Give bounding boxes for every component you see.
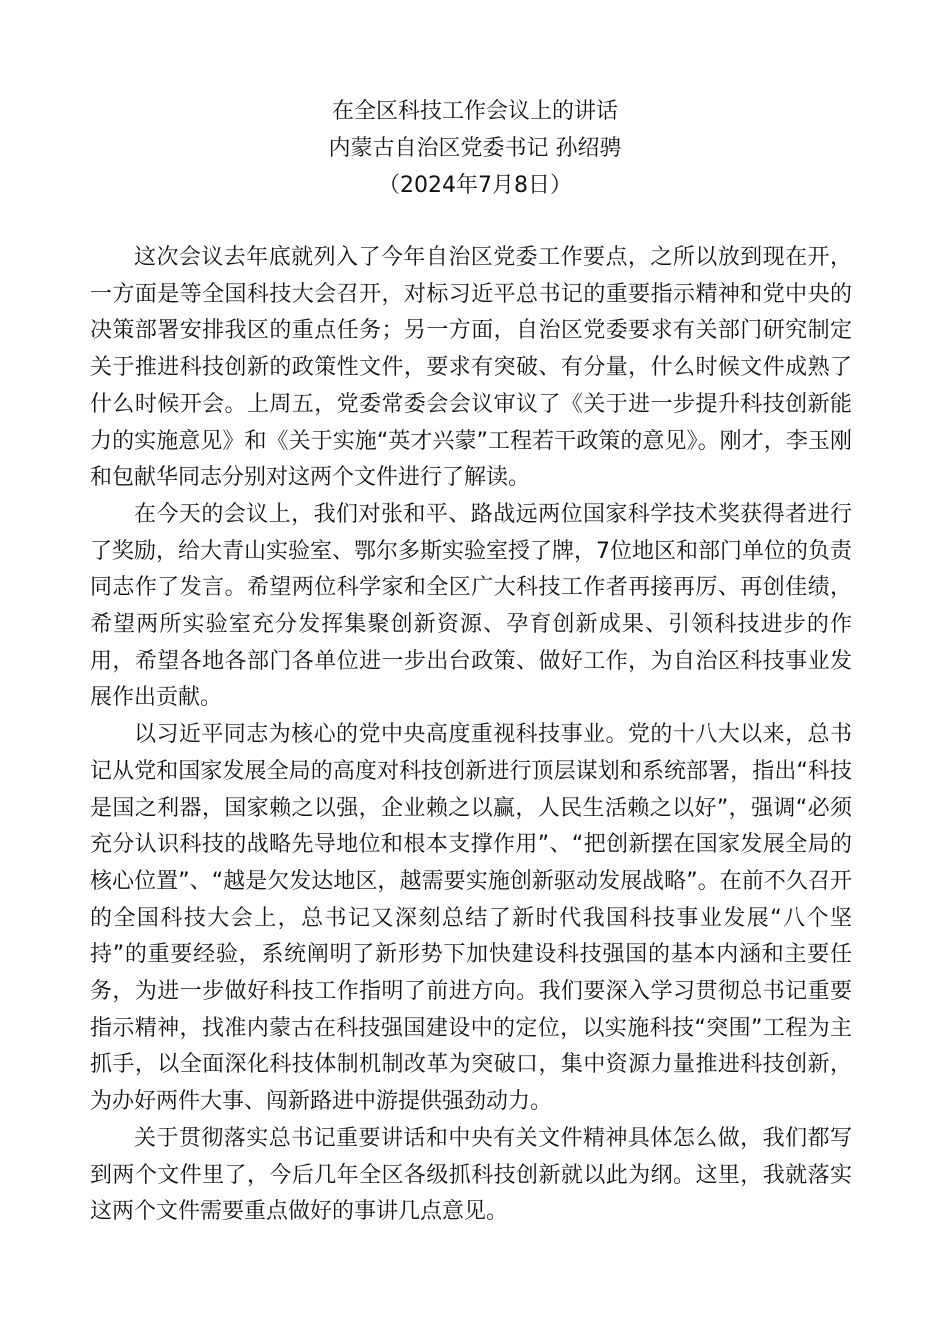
paragraph-2: 在今天的会议上，我们对张和平、路战远两位国家科学技术奖获得者进行了奖励，给大青山实验室、鄂尔多斯实验室授了牌，7位地区和部门单位的负责同志作了发言。希望两位科学家和全区广大科技工作者再接再厉、再创佳绩，希望两所实验室充分发挥集聚创新资源、孕育创新成果、引领科技进步的作用，希望各地各部门各单位进一步出台政策、做好工作，为自治区科技事业发展作出贡献。	[90, 501, 852, 711]
author-line: 内蒙古自治区党委书记 孙绍骋	[328, 136, 622, 161]
paragraph-4: 关于贯彻落实总书记重要讲话和中央有关文件精神具体怎么做，我们都写到两个文件里了，今后几年全区各级抓科技创新就以此为纲。这里，我就落实这两个文件需要重点做好的事讲几点意见。	[90, 1125, 852, 1225]
document-body	[90, 240, 852, 1231]
paragraph-3: 以习近平同志为核心的党中央高度重视科技事业。党的十八大以来，总书记从党和国家发展全局的高度对科技创新进行顶层谋划和系统部署，指出“科技是国之利器，国家赖之以强，企业赖之以赢，人民生活赖之以好”，强调“必须充分认识科技的战略先导地位和根本支撑作用”、“把创新摆在国家发展全局的核心位置”、“越是欠发达地区，越需要实施创新驱动发展战略”。在前不久召开的全国科技大会上，总书记又深刻总结了新时代我国科技事业发展“八个坚持”的重要经验，系统阐明了新形势下加快建设科技强国的基本内涵和主要任务，为进一步做好科技工作指明了前进方向。我们要深入学习贯彻总书记重要指示精神，找准内蒙古在科技强国建设中的定位，以实施科技“突围”工程为主抓手，以全面深化科技体制机制改革为突破口，集中资源力量推进科技创新，为办好两件大事、闯新路进中游提供强劲动力。	[90, 722, 852, 1115]
document-title: 在全区科技工作会议上的讲话	[331, 99, 618, 124]
document-header	[0, 93, 950, 204]
date-line: （2024年7月8日）	[378, 173, 572, 198]
paragraph-1: 这次会议去年底就列入了今年自治区党委工作要点，之所以放到现在开，一方面是等全国科技大会召开，对标习近平总书记的重要指示精神和党中央的决策部署安排我区的重点任务；另一方面，自治区党委要求有关部门研究制定关于推进科技创新的政策性文件，要求有突破、有分量，什么时候文件成熟了什么时候开会。上周五，党委常委会会议审议了《关于进一步提升科技创新能力的实施意见》和《关于实施“英才兴蒙”工程若干政策的意见》。刚才，李玉刚和包献华同志分别对这两个文件进行了解读。	[90, 245, 852, 491]
